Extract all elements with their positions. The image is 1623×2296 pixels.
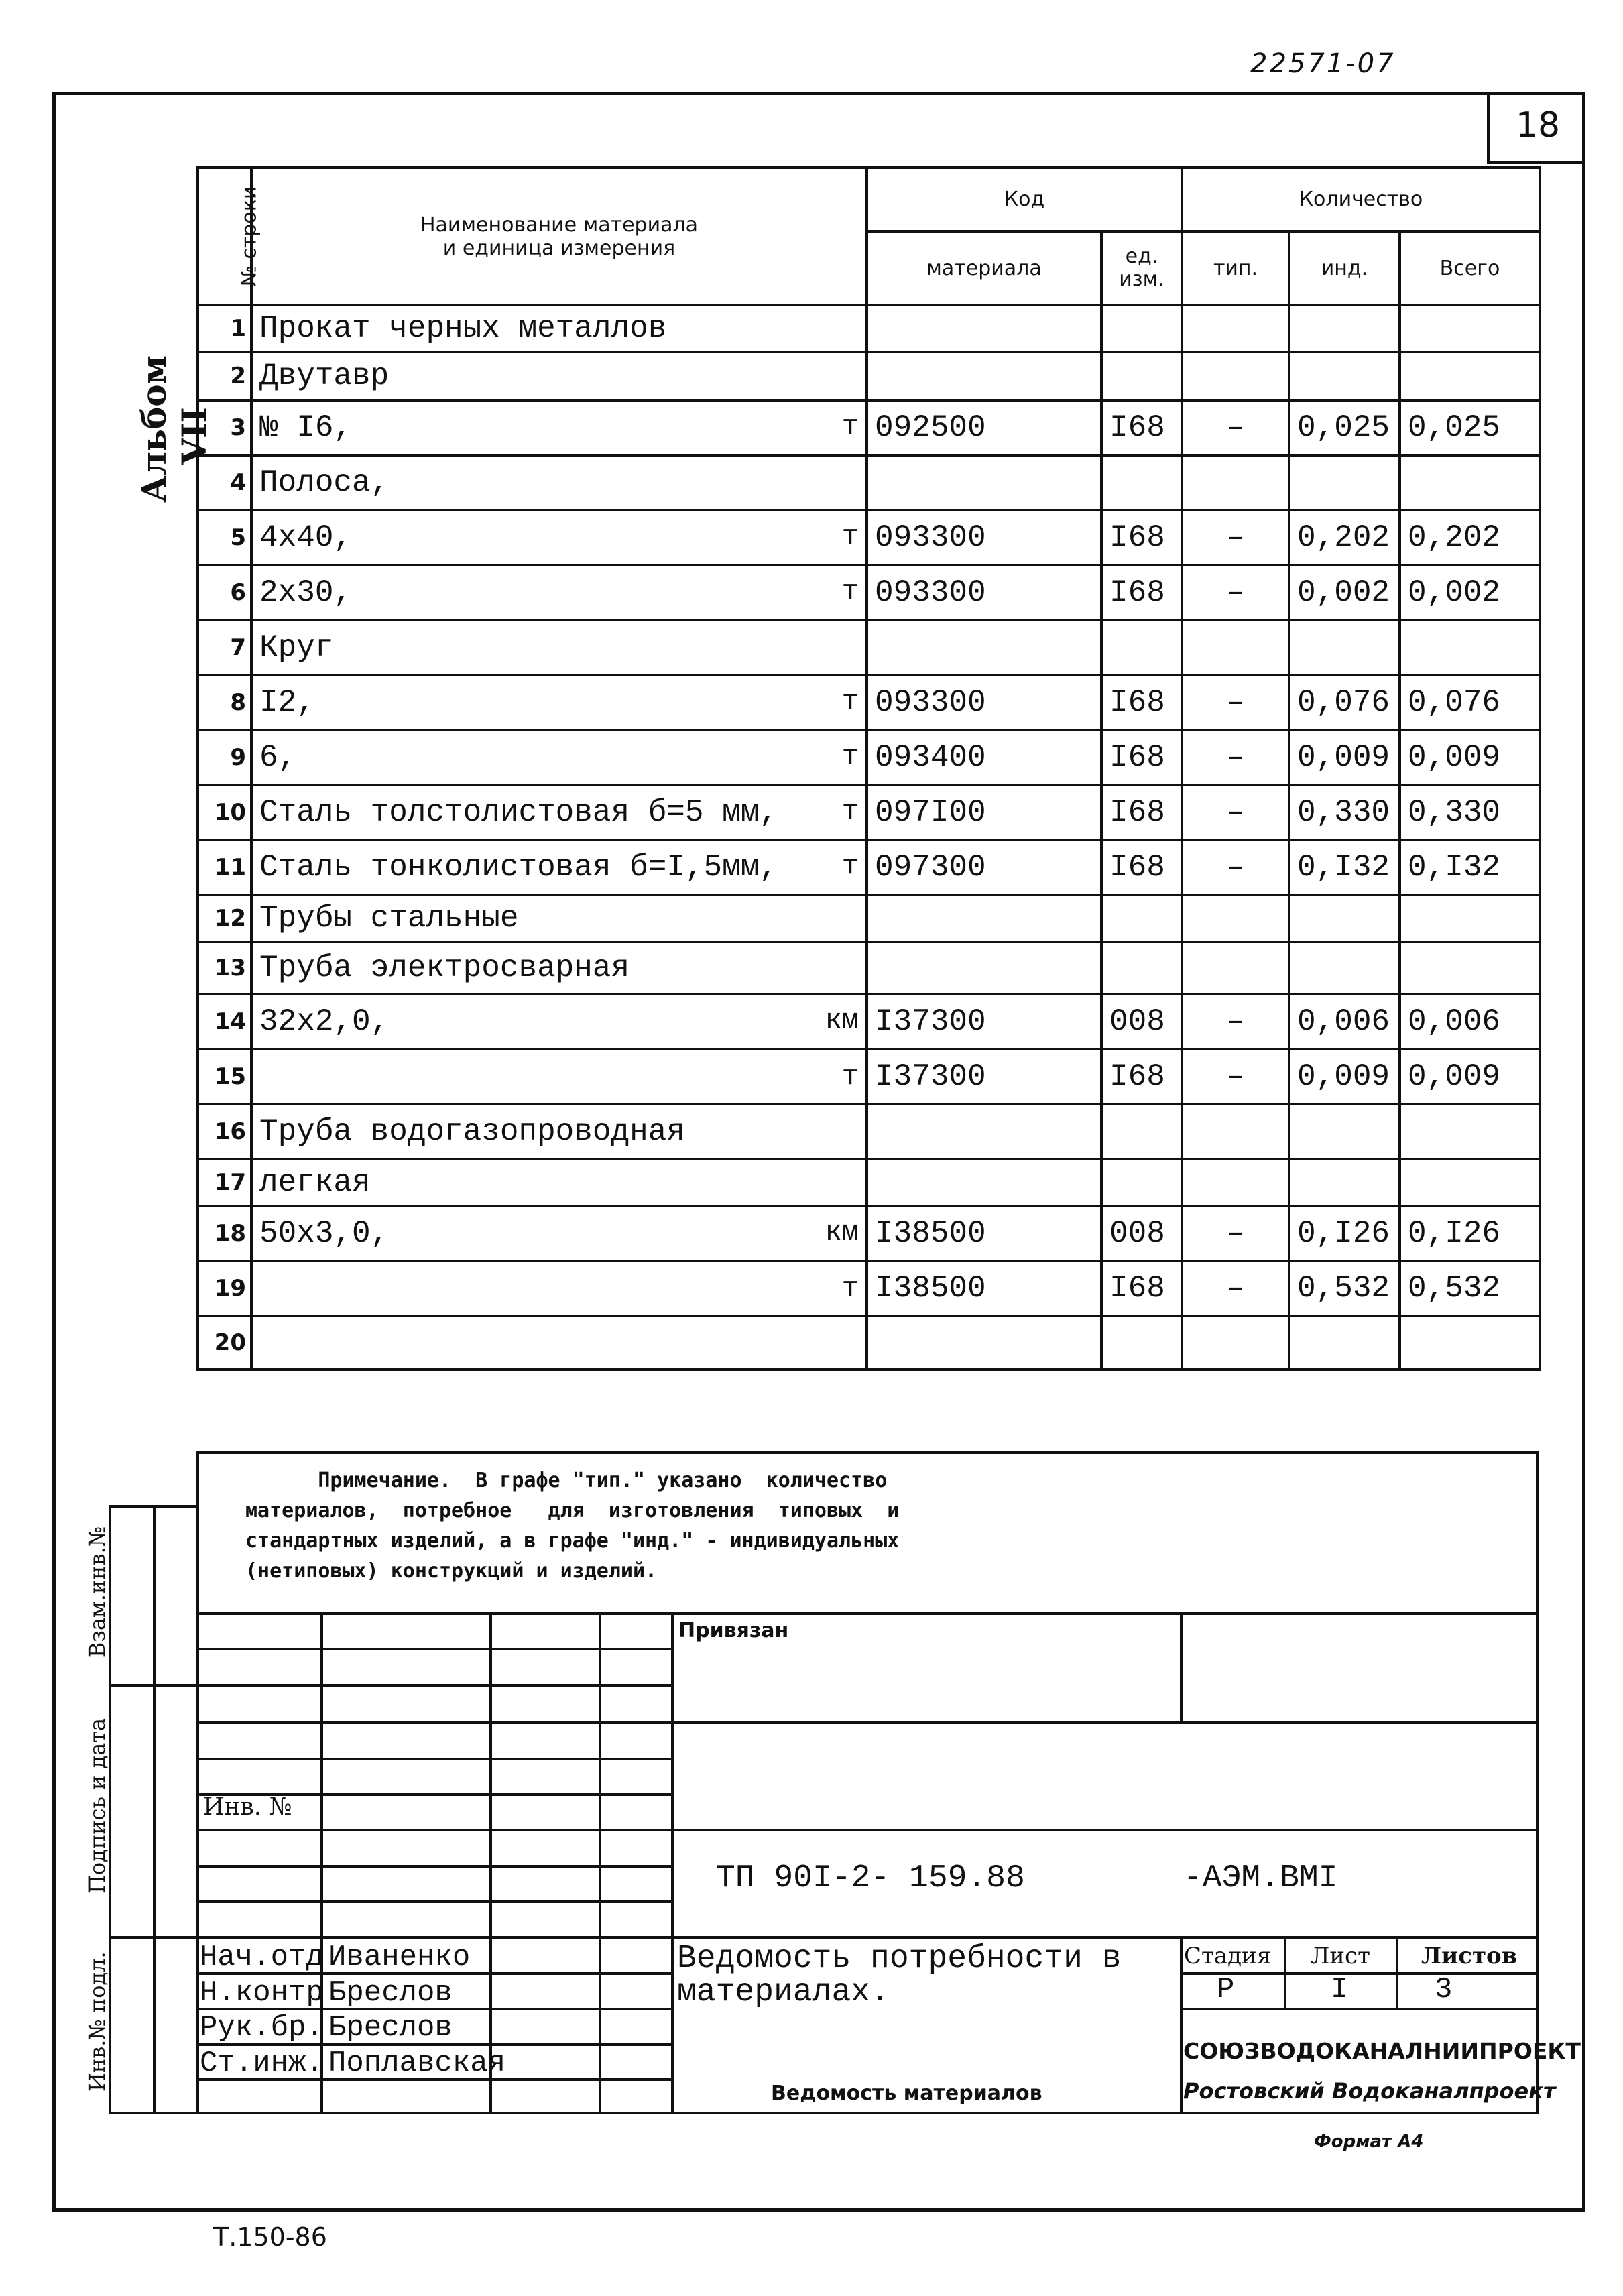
table-row [198,305,1540,352]
doc-title-line2: материалах. [677,1974,890,2010]
unit-code [1101,305,1182,352]
table-row [198,1261,1540,1316]
total-quantity [1400,352,1540,400]
material-code [867,1159,1101,1206]
org-subname: Ростовский Водоканалпроект [1183,2078,1556,2104]
total-quantity: 0,009 [1400,1049,1540,1104]
material-code [867,895,1101,942]
row-number: 14 [198,994,251,1049]
note-line: стандартных изделий, а в графе "инд." - индивидуальных [245,1529,900,1553]
row-number: 7 [198,620,251,675]
material-code: 093300 [867,510,1101,565]
material-name [251,352,867,400]
header-code: Код [867,168,1182,231]
typ-quantity [1182,895,1289,942]
document-number: 22571-07 [1250,48,1396,79]
total-quantity: 0,I26 [1400,1206,1540,1261]
table-row [198,352,1540,400]
material-name-text: Полоса, [259,465,389,500]
typ-quantity [1182,620,1289,675]
row-number: 9 [198,730,251,785]
signer-name: Бреслов [328,1976,453,2010]
material-name [251,1104,867,1159]
material-code: 092500 [867,400,1101,455]
material-name [251,1206,867,1261]
total-quantity: 0,I32 [1400,840,1540,895]
inv-no-label: Инв. № [203,1793,292,1821]
row-number: 17 [198,1159,251,1206]
material-name [251,942,867,994]
unit-code: 008 [1101,994,1182,1049]
ind-quantity: 0,002 [1289,565,1400,620]
material-code [867,620,1101,675]
doc-title: Ведомость материалов [771,2081,1042,2105]
typ-quantity: – [1182,565,1289,620]
material-name [251,510,867,565]
note-line: (нетиповых) конструкций и изделий. [245,1559,658,1583]
unit-code [1101,352,1182,400]
typ-quantity: – [1182,510,1289,565]
total-quantity [1400,1316,1540,1370]
row-number: 12 [198,895,251,942]
ind-quantity [1289,895,1400,942]
unit-code: I68 [1101,730,1182,785]
project-suffix: -АЭМ.ВМI [1183,1860,1338,1896]
unit-code: I68 [1101,785,1182,840]
material-name-text: Круг [259,630,334,665]
stage-label: Стадия [1184,1943,1272,1970]
total-quantity [1400,620,1540,675]
sheet-label: Лист [1311,1943,1370,1970]
total-quantity: 0,009 [1400,730,1540,785]
material-name-text: 50х3,0, [259,1216,389,1251]
total-quantity [1400,1104,1540,1159]
table-row [198,730,1540,785]
unit-of-measure: т [841,520,859,552]
ind-quantity: 0,006 [1289,994,1400,1049]
material-name [251,675,867,730]
table-row [198,1206,1540,1261]
material-code [867,455,1101,510]
total-quantity [1400,305,1540,352]
unit-code: I68 [1101,1049,1182,1104]
material-name-text: Двутавр [259,359,389,394]
table-row [198,994,1540,1049]
total-quantity [1400,455,1540,510]
table-row [198,1316,1540,1370]
unit-code: I68 [1101,400,1182,455]
typ-quantity: – [1182,785,1289,840]
unit-code: I68 [1101,675,1182,730]
row-number: 20 [198,1316,251,1370]
unit-of-measure: т [841,850,859,882]
unit-code: I68 [1101,840,1182,895]
table-row [198,1159,1540,1206]
format-label: Формат А4 [1314,2132,1424,2152]
row-number: 1 [198,305,251,352]
unit-code [1101,1159,1182,1206]
material-code [867,1104,1101,1159]
material-code: 097300 [867,840,1101,895]
side-label-vzam: Взам.инв.№ [84,1526,110,1658]
typ-quantity: – [1182,675,1289,730]
table-row [198,1049,1540,1104]
materials-table [196,166,1541,1371]
material-name-text: Сталь толстолистовая б=5 мм, [259,795,778,830]
material-name [251,1261,867,1316]
row-number: 18 [198,1206,251,1261]
material-name [251,1159,867,1206]
material-name [251,785,867,840]
material-code: I37300 [867,994,1101,1049]
typ-quantity [1182,1316,1289,1370]
material-name-text: № I6, [259,410,353,445]
album-label: Альбом VII [134,355,214,503]
row-number: 8 [198,675,251,730]
material-code: 093400 [867,730,1101,785]
ind-quantity: 0,330 [1289,785,1400,840]
header-name: Наименование материала и единица измерения [251,168,867,305]
header-unit: ед. изм. [1101,231,1182,305]
ind-quantity [1289,620,1400,675]
note-line: Примечание. В графе "тип." указано количество [245,1469,888,1492]
row-number: 19 [198,1261,251,1316]
org-name: СОЮЗВОДОКАНАЛНИИПРОЕКТ [1183,2038,1581,2064]
sheets-label: Листов [1421,1943,1518,1970]
signer-role: Н.контр. [200,1976,342,2010]
table-row [198,510,1540,565]
typ-quantity: – [1182,994,1289,1049]
material-name-text: 4х40, [259,520,353,555]
header-total: Всего [1400,231,1540,305]
header-material: материала [867,231,1101,305]
unit-of-measure: т [841,795,859,827]
project-code: ТП 90I-2- 159.88 [716,1860,1025,1896]
row-number: 11 [198,840,251,895]
table-row [198,840,1540,895]
sheet-value: I [1331,1973,1349,2006]
stage-value: Р [1217,1973,1235,2006]
row-number: 10 [198,785,251,840]
total-quantity: 0,025 [1400,400,1540,455]
table-row [198,620,1540,675]
ind-quantity: 0,076 [1289,675,1400,730]
ind-quantity: 0,009 [1289,1049,1400,1104]
signer-name: Поплавская [328,2047,506,2080]
signer-role: Рук.бр. [200,2011,324,2045]
row-number: 6 [198,565,251,620]
row-number: 3 [198,400,251,455]
material-name [251,840,867,895]
typ-quantity [1182,1159,1289,1206]
note-line: материалов, потребное для изготовления типовых и [245,1499,900,1522]
signer-name: Иваненко [328,1941,471,1974]
row-number: 13 [198,942,251,994]
typ-quantity: – [1182,400,1289,455]
unit-code [1101,895,1182,942]
unit-code [1101,1316,1182,1370]
material-name-text: Труба водогазопроводная [259,1114,685,1149]
header-ind: инд. [1289,231,1400,305]
ind-quantity [1289,455,1400,510]
material-name [251,730,867,785]
unit-of-measure: км [825,1004,859,1036]
material-code [867,305,1101,352]
row-number: 5 [198,510,251,565]
typ-quantity [1182,942,1289,994]
note [245,1465,1030,1586]
sheets-value: 3 [1435,1973,1453,2006]
typ-quantity: – [1182,1261,1289,1316]
typ-quantity: – [1182,840,1289,895]
total-quantity: 0,202 [1400,510,1540,565]
signer-role: Нач.отд. [200,1941,342,1974]
header-quantity: Количество [1182,168,1540,231]
total-quantity: 0,006 [1400,994,1540,1049]
table-row [198,785,1540,840]
material-code [867,942,1101,994]
material-code: I38500 [867,1206,1101,1261]
unit-of-measure: км [825,1216,859,1248]
ind-quantity: 0,I26 [1289,1206,1400,1261]
table-row [198,895,1540,942]
ind-quantity [1289,305,1400,352]
ind-quantity: 0,202 [1289,510,1400,565]
ind-quantity [1289,1104,1400,1159]
header-row-no: № строки [198,168,251,305]
total-quantity: 0,330 [1400,785,1540,840]
row-number: 2 [198,352,251,400]
row-number: 4 [198,455,251,510]
unit-code [1101,620,1182,675]
material-code: 097I00 [867,785,1101,840]
material-name-text: Прокат черных металлов [259,311,667,346]
sheet-number: 18 [1487,92,1585,164]
ind-quantity: 0,025 [1289,400,1400,455]
unit-code [1101,455,1182,510]
material-code: I37300 [867,1049,1101,1104]
unit-of-measure: т [841,575,859,607]
form-code: Т.150-86 [213,2222,327,2252]
typ-quantity: – [1182,1206,1289,1261]
material-name [251,565,867,620]
ind-quantity [1289,352,1400,400]
unit-of-measure: т [841,685,859,717]
row-number: 16 [198,1104,251,1159]
typ-quantity [1182,455,1289,510]
table-row [198,565,1540,620]
typ-quantity [1182,1104,1289,1159]
material-name [251,305,867,352]
material-name-text: 2х30, [259,575,353,610]
unit-of-measure: т [841,740,859,772]
signer-name: Бреслов [328,2011,453,2045]
unit-of-measure: т [841,1061,859,1093]
ind-quantity [1289,1159,1400,1206]
unit-code: 008 [1101,1206,1182,1261]
unit-of-measure: т [841,410,859,442]
unit-code: I68 [1101,510,1182,565]
material-name-text: Трубы стальные [259,901,519,936]
ind-quantity: 0,I32 [1289,840,1400,895]
unit-code: I68 [1101,565,1182,620]
material-name [251,895,867,942]
material-name-text: I2, [259,685,315,720]
table-row [198,942,1540,994]
material-code: 093300 [867,565,1101,620]
unit-code [1101,1104,1182,1159]
material-name-text: легкая [259,1165,371,1200]
material-code [867,352,1101,400]
side-label-podpis: Подпись и дата [84,1717,110,1894]
doc-title-line1: Ведомость потребности в [677,1941,1122,1977]
ind-quantity: 0,532 [1289,1261,1400,1316]
table-row [198,455,1540,510]
table-row [198,675,1540,730]
material-code: I38500 [867,1261,1101,1316]
material-code [867,1316,1101,1370]
unit-of-measure: т [841,1272,859,1305]
material-name [251,455,867,510]
total-quantity: 0,532 [1400,1261,1540,1316]
material-name-text: Сталь тонколистовая б=I,5мм, [259,850,778,885]
table-row [198,400,1540,455]
typ-quantity: – [1182,730,1289,785]
ind-quantity [1289,942,1400,994]
row-number: 15 [198,1049,251,1104]
typ-quantity [1182,305,1289,352]
material-name-text: 6, [259,740,297,775]
unit-code: I68 [1101,1261,1182,1316]
material-name [251,400,867,455]
material-name [251,620,867,675]
material-name-text: Труба электросварная [259,951,630,985]
total-quantity [1400,942,1540,994]
ind-quantity [1289,1316,1400,1370]
material-name [251,994,867,1049]
signer-role: Ст.инж. [200,2047,324,2080]
material-name [251,1316,867,1370]
material-name [251,1049,867,1104]
privyazan-label: Привязан [678,1619,789,1642]
typ-quantity [1182,352,1289,400]
ind-quantity: 0,009 [1289,730,1400,785]
header-typ: тип. [1182,231,1289,305]
material-name-text: 32х2,0, [259,1004,389,1039]
material-code: 093300 [867,675,1101,730]
total-quantity [1400,1159,1540,1206]
total-quantity [1400,895,1540,942]
table-row [198,1104,1540,1159]
total-quantity: 0,002 [1400,565,1540,620]
typ-quantity: – [1182,1049,1289,1104]
unit-code [1101,942,1182,994]
total-quantity: 0,076 [1400,675,1540,730]
side-label-inv-podl: Инв.№ подл. [84,1951,110,2092]
